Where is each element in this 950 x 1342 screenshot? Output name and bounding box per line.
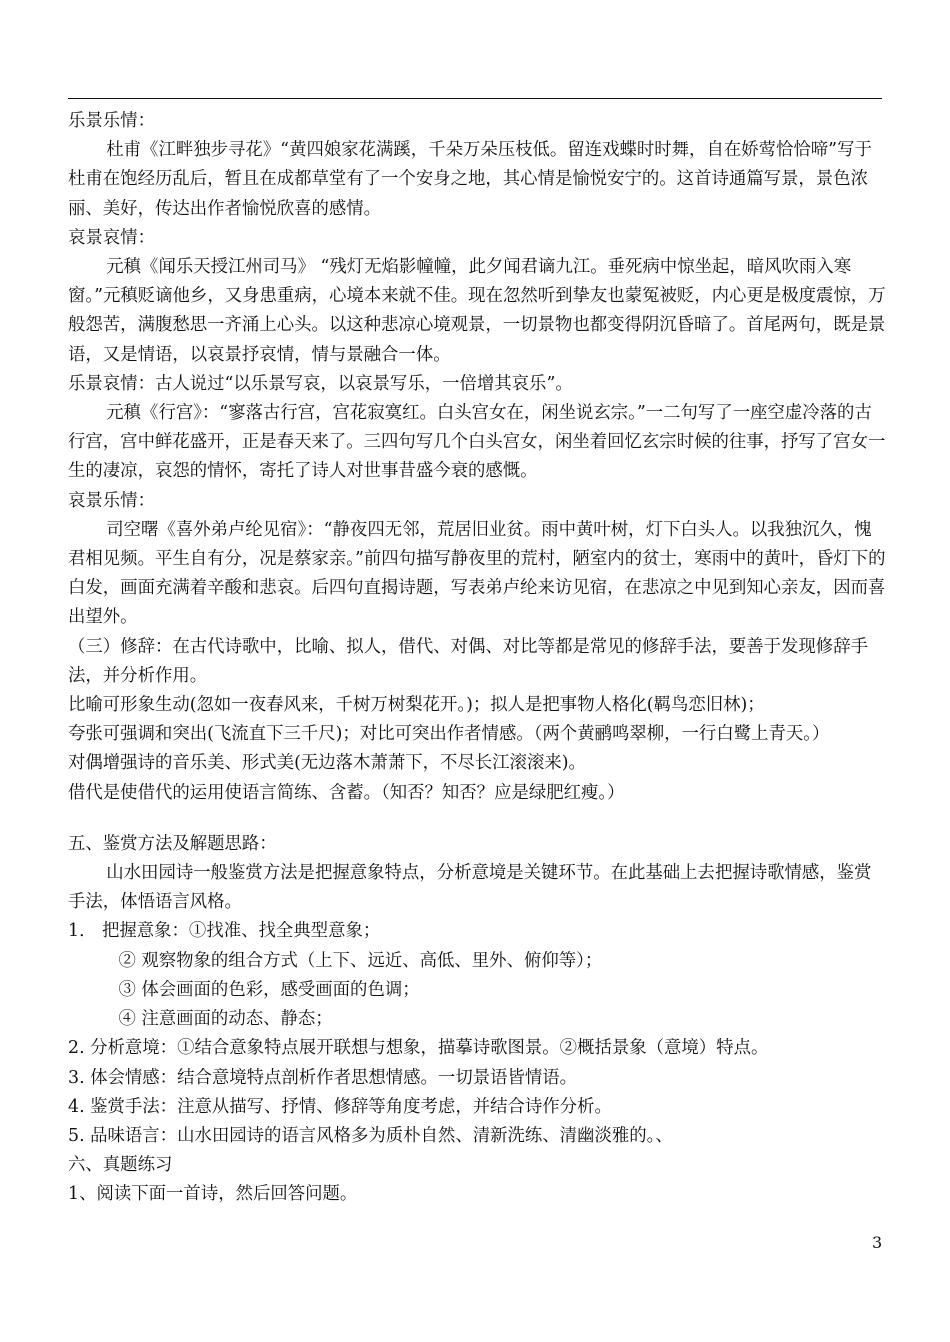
section-heading-sad-sad: 哀景哀情： bbox=[68, 227, 155, 248]
section-heading-sad-joy: 哀景乐情： bbox=[68, 490, 155, 511]
paragraph-metonymy: 借代是使借代的运用使语言简练、含蓄。（知否？知否？应是绿肥红瘦。） bbox=[68, 782, 625, 803]
list-item-2: 2. 分析意境：①结合意象特点展开联想与想象，描摹诗歌图景。②概括景象（意境）特点。 bbox=[68, 1038, 769, 1059]
list-subitem-4: ④ 注意画面的动态、静态； bbox=[118, 1009, 333, 1030]
section-gap bbox=[68, 808, 886, 830]
header-rule bbox=[68, 98, 882, 99]
list-subitem-3: ③ 体会画面的色彩，感受画面的色调； bbox=[118, 979, 420, 1000]
list-item-1: 1． 把握意象：①找准、找全典型意象； bbox=[68, 921, 381, 942]
page-number: 3 bbox=[872, 1233, 883, 1252]
list-item-3: 3. 体会情感：结合意境特点剖析作者思想情感。一切景语皆情语。 bbox=[68, 1067, 578, 1088]
section-heading-five: 五、鉴赏方法及解题思路： bbox=[68, 833, 277, 854]
paragraph-hyperbole: 夸张可强调和突出(飞流直下三千尺)；对比可突出作者情感。（两个黄鹂鸣翠柳，一行白鹭上青天。） bbox=[68, 724, 830, 745]
list-item-4: 4. 鉴赏手法：注意从描写、抒情、修辞等角度考虑，并结合诗作分析。 bbox=[68, 1096, 612, 1117]
paragraph-rhetoric-intro: （三）修辞：在古代诗歌中，比喻、拟人，借代、对偶、对比等都是常见的修辞手法，要善于发现修辞手法，并分析作用。 bbox=[68, 636, 868, 686]
exercise-prompt: 1、阅读下面一首诗，然后回答问题。 bbox=[68, 1184, 358, 1205]
paragraph-metaphor: 比喻可形象生动(忽如一夜春风来，千树万树梨花开。)；拟人是把事物人格化(羁鸟恋旧林)； bbox=[68, 695, 765, 716]
section-heading-six: 六、真题练习 bbox=[68, 1155, 173, 1176]
section-heading-joy-sad: 乐景哀情：古人说过“以乐景写哀，以哀景写乐，一倍增其哀乐”。 bbox=[68, 373, 573, 394]
paragraph-yuan-zhen-jiangzhou: 元稹《闻乐天授江州司马》 “残灯无焰影幢幢，此夕闻君谪九江。垂死病中惊坐起，暗风吹雨入寒窗。”元稹贬谪他乡，又身患重病，心境本来就不佳。现在忽然听到挚友也蒙冤被贬，内心更是极度震惊，万般怨苦，满腹愁思一齐涌上心头。以这种悲凉心境观景，一切景物也都变得阴沉昏暗了。首尾两句，既是景语，又是情语，以哀景抒哀情，情与景融合一体。 bbox=[68, 257, 886, 365]
paragraph-sikong-shu: 司空曙《喜外弟卢纶见宿》：“静夜四无邻，荒居旧业贫。雨中黄叶树，灯下白头人。以我独沉久，愧君相见频。平生自有分，况是蔡家亲。”前四句描写静夜里的荒村，陋室内的贫士，寒雨中的黄叶，昏灯下的白发，画面充满着辛酸和悲哀。后四句直揭诗题，写表弟卢纶来访见宿，在悲凉之中见到知心亲友，因而喜出望外。 bbox=[68, 519, 886, 628]
paragraph-du-fu: 杜甫《江畔独步寻花》“黄四娘家花满蹊，千朵万朵压枝低。留连戏蝶时时舞，自在娇莺恰恰啼”写于杜甫在饱经历乱后，暂且在成都草堂有了一个安身之地，其心情是愉悦安宁的。这首诗通篇写景，景色浓丽、美好，传达出作者愉悦欣喜的感情。 bbox=[68, 140, 872, 219]
paragraph-antithesis: 对偶增强诗的音乐美、形式美(无边落木萧萧下，不尽长江滚滚来)。 bbox=[68, 753, 586, 774]
paragraph-yuan-zhen-xinggong: 元稹《行宫》：“寥落古行宫，宫花寂寞红。白头宫女在，闲坐说玄宗。”一二句写了一座空虚冷落的古行宫，宫中鲜花盛开，正是春天来了。三四句写几个白头宫女，闲坐着回忆玄宗时候的往事，抒写了宫女一生的凄凉，哀怨的情怀，寄托了诗人对世事昔盛今衰的感慨。 bbox=[68, 403, 886, 482]
list-subitem-2: ② 观察物象的组合方式（上下、远近、高低、里外、俯仰等）； bbox=[118, 950, 603, 971]
paragraph-method-intro: 山水田园诗一般鉴赏方法是把握意象特点，分析意境是关键环节。在此基础上去把握诗歌情感，鉴赏手法，体悟语言风格。 bbox=[68, 863, 872, 913]
section-heading-joy-joy: 乐景乐情： bbox=[68, 111, 155, 131]
list-item-5: 5. 品味语言：山水田园诗的语言风格多为质朴自然、清新洗练、清幽淡雅的。、 bbox=[68, 1125, 673, 1146]
document-body bbox=[68, 107, 886, 1210]
